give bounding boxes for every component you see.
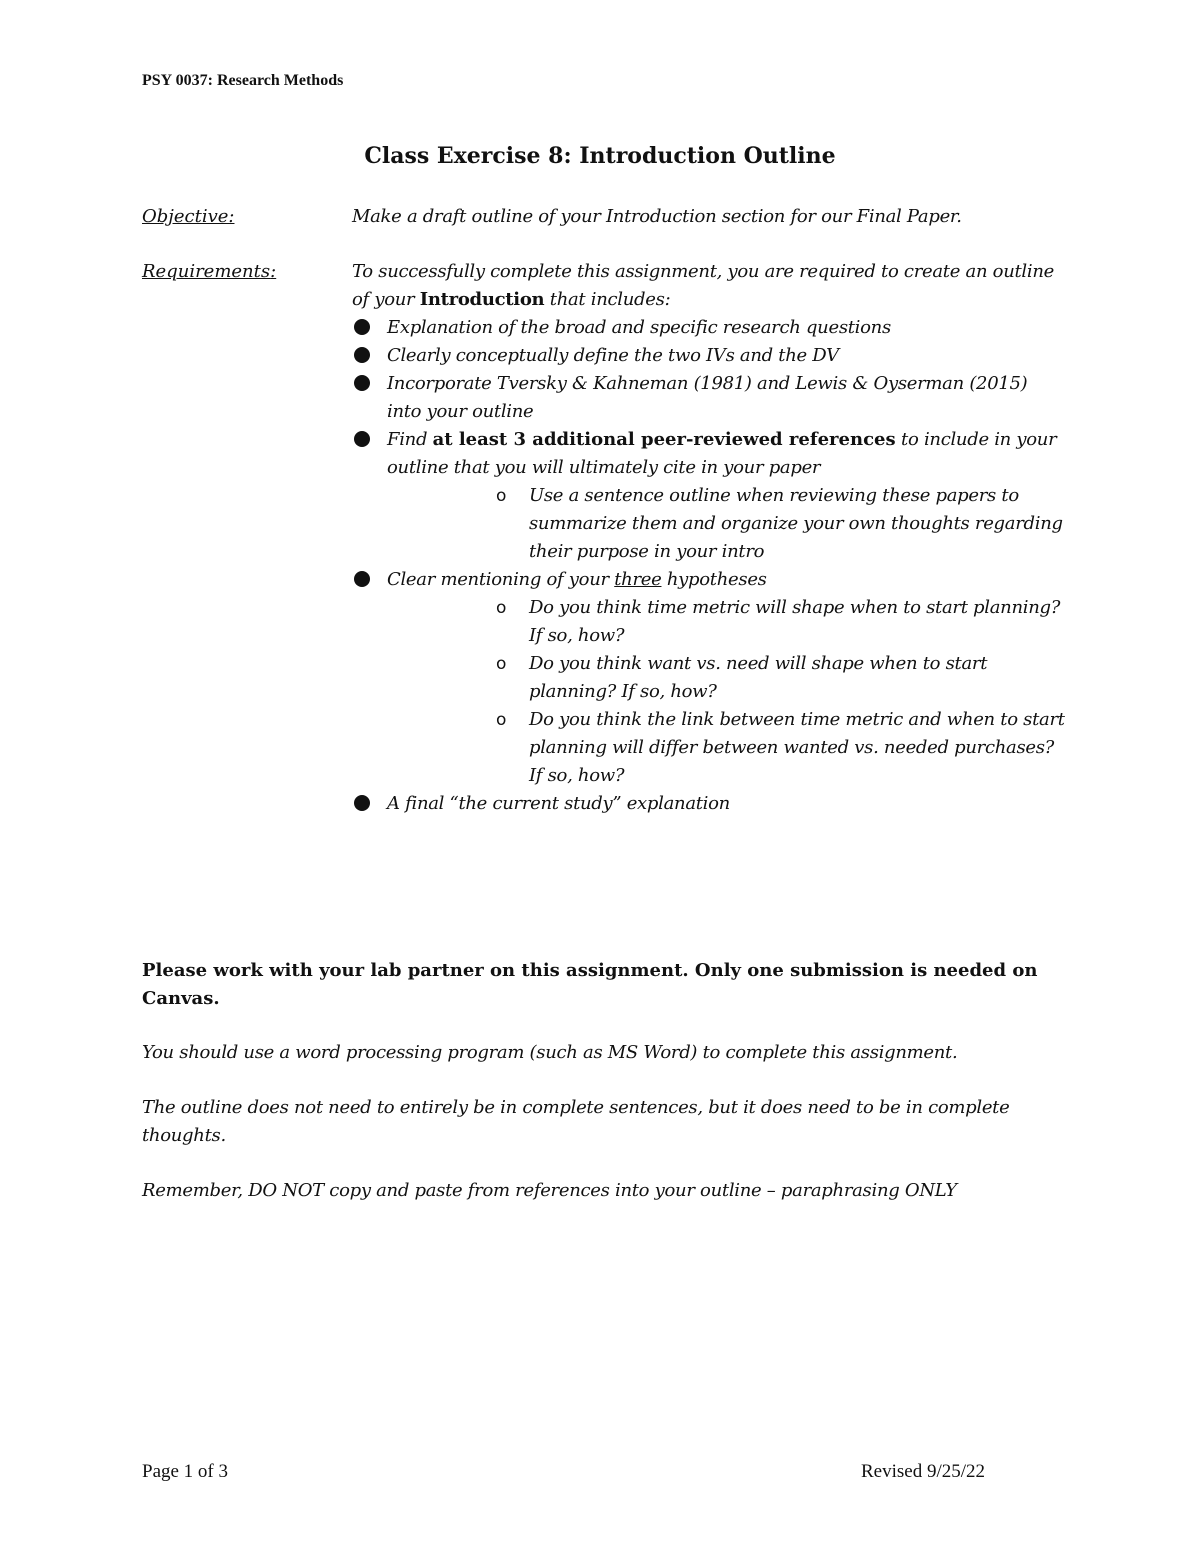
revision-date: Revised 9/25/22 (861, 1461, 986, 1482)
bullet-dot-icon (354, 795, 370, 811)
sub-list-item-text: Do you think want vs. need will shape when to start planning? If so, how? (529, 653, 988, 702)
word-processor-note: You should use a word processing program (such as MS Word) to complete this assignment. (142, 1042, 958, 1063)
circle-bullet-icon: o (496, 486, 507, 506)
list-item-text: Clearly conceptually define the two IVs and the DV (387, 345, 839, 366)
objective-label: Objective: (142, 206, 235, 227)
sub-list-item-text: Use a sentence outline when reviewing these papers to summarize them and organize your own thoughts regarding their purpose in your intro (529, 485, 1063, 562)
page-number: Page 1 of 3 (142, 1461, 229, 1482)
circle-bullet-icon: o (496, 654, 507, 674)
bullet-dot-icon (354, 571, 370, 587)
sub-list-item (387, 482, 1067, 566)
sub-list-item (387, 650, 1067, 706)
list-item-text-post: to include in your outline that you will ultimately cite in your paper (387, 429, 1057, 478)
list-item-text-pre: Clear mentioning of your (387, 569, 615, 590)
requirements-label-text: Requirements (142, 261, 271, 282)
circle-bullet-icon: o (496, 710, 507, 730)
paraphrase-note: Remember, DO NOT copy and paste from references into your outline – paraphrasing ONLY (142, 1180, 957, 1201)
sub-list-item-text: Do you think the link between time metric and when to start planning will differ between wanted vs. needed purchases? If so, how? (529, 709, 1065, 786)
requirements-label-colon: : (270, 261, 277, 282)
list-item-text: Incorporate Tversky & Kahneman (1981) and Lewis & Oyserman (2015) into your outline (387, 373, 1028, 422)
requirements-intro (352, 258, 1067, 314)
list-item-text-pre: Find (387, 429, 433, 450)
list-item-text: Explanation of the broad and specific research questions (387, 317, 891, 338)
sub-list-item (387, 594, 1067, 650)
list-item-text-underlined: three (614, 569, 662, 590)
complete-thoughts-note: The outline does not need to entirely be in complete sentences, but it does need to be in complete thoughts. (142, 1097, 1010, 1146)
bullet-dot-icon (354, 347, 370, 363)
sub-list-item-text: Do you think time metric will shape when to start planning? If so, how? (529, 597, 1061, 646)
circle-bullet-icon: o (496, 598, 507, 618)
partner-note: Please work with your lab partner on this assignment. Only one submission is needed on Canvas. (142, 960, 1038, 1009)
bullet-dot-icon (354, 431, 370, 447)
sub-list (387, 482, 1067, 566)
sub-list (387, 594, 1067, 790)
bullet-dot-icon (354, 319, 370, 335)
sub-list-item (387, 706, 1067, 790)
requirements-intro-pre: To successfully complete this assignment, you are required to create an outline of your (352, 261, 1054, 310)
list-item (352, 426, 1067, 566)
objective-text: Make a draft outline of your Introduction section for our Final Paper. (352, 206, 962, 227)
list-item (352, 314, 1067, 342)
document-title: Class Exercise 8: Introduction Outline (364, 143, 836, 169)
requirements-block (352, 258, 1067, 818)
course-header: PSY 0037: Research Methods (142, 72, 344, 89)
requirements-label (142, 258, 276, 286)
list-item-text-bold: at least 3 additional peer-reviewed references (432, 429, 896, 450)
requirements-list (352, 314, 1067, 818)
list-item-text-post: hypotheses (661, 569, 767, 590)
list-item (352, 790, 1067, 818)
list-item (352, 342, 1067, 370)
requirements-intro-bold: Introduction (419, 289, 545, 310)
requirements-intro-post: that includes: (544, 289, 671, 310)
list-item (352, 370, 1067, 426)
list-item-text: A final “the current study” explanation (387, 793, 730, 814)
bullet-dot-icon (354, 375, 370, 391)
list-item (352, 566, 1067, 790)
